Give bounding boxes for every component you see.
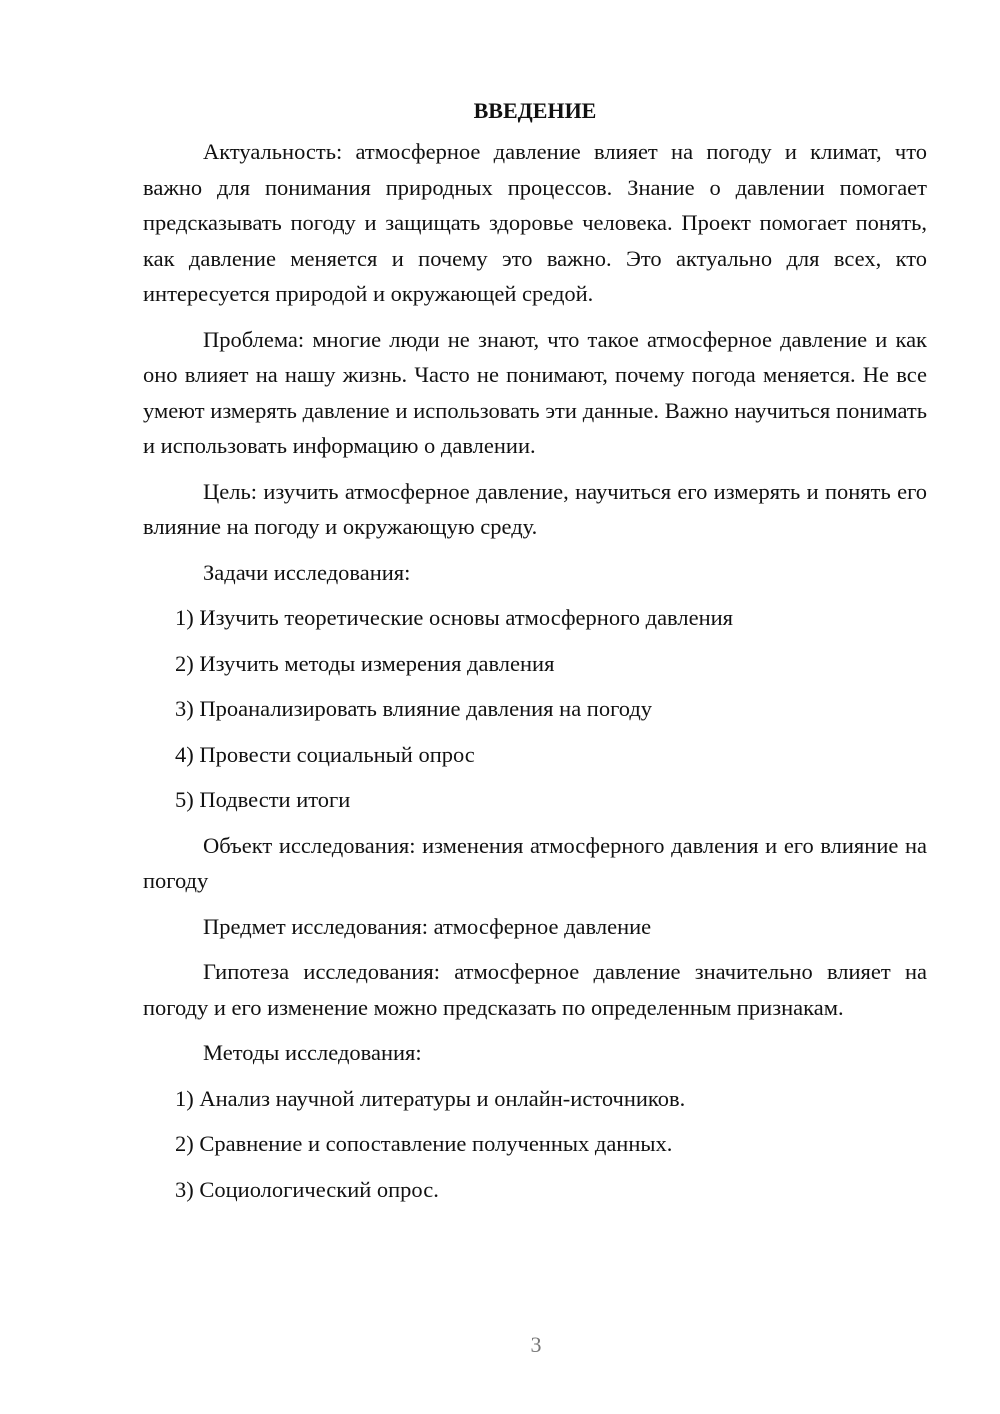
list-item: 2) Изучить методы измерения давления (175, 650, 555, 676)
hypothesis-paragraph: Гипотеза исследования: атмосферное давление значительно влияет на погоду и его изменение можно предсказать по определенным признакам. (143, 959, 927, 1020)
object-paragraph: Объект исследования: изменения атмосферного давления и его влияние на погоду (143, 832, 927, 893)
list-item: 1) Анализ научной литературы и онлайн-источников. (175, 1085, 686, 1111)
list-item: 5) Подвести итоги (175, 787, 351, 812)
problem-paragraph: Проблема: многие люди не знают, что такое атмосферное давление и как оно влияет на нашу жизнь. Часто не понимают, почему погода меняется. Не все умеют измерять давление и использовать эти данные. Важно научиться понимать и использовать информацию о давлении. (143, 326, 927, 458)
document-page (143, 96, 927, 1217)
list-item: 2) Сравнение и сопоставление полученных данных. (175, 1131, 673, 1156)
list-item: 1) Изучить теоретические основы атмосферного давления (175, 605, 734, 630)
methods-heading: Методы исследования: (203, 1040, 422, 1065)
methods-list (143, 1081, 927, 1208)
list-item: 3) Социологический опрос. (175, 1176, 439, 1202)
tasks-heading: Задачи исследования: (203, 559, 411, 585)
list-item: 4) Провести социальный опрос (175, 741, 475, 767)
relevance-paragraph: Актуальность: атмосферное давление влияет на погоду и климат, что важно для понимания природных процессов. Знание о давлении помогает предсказывать погоду и защищать здоровье человека. Проект помогает понять, как давление меняется и почему это важно. Это актуально для всех, кто интересуется природой и окружающей средой. (143, 139, 927, 306)
subject-paragraph: Предмет исследования: атмосферное давление (203, 913, 652, 939)
list-item: 3) Проанализировать влияние давления на погоду (175, 696, 653, 721)
page-number: 3 (530, 1332, 542, 1357)
section-title: ВВЕДЕНИЕ (473, 98, 597, 123)
tasks-list (143, 600, 927, 818)
goal-paragraph: Цель: изучить атмосферное давление, научиться его измерять и понять его влияние на погоду и окружающую среду. (143, 478, 927, 539)
